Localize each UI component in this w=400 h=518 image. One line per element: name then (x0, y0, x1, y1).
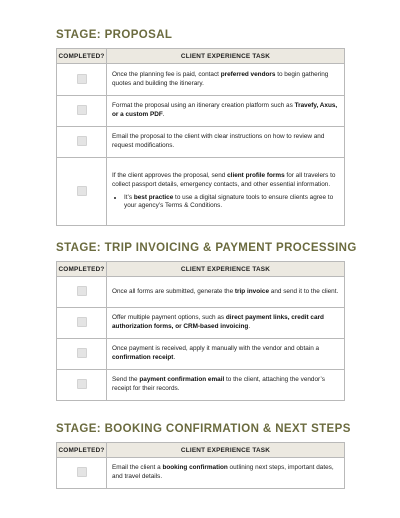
table-row (57, 370, 345, 401)
task-text: Once all forms are submitted, generate the trip invoice and send it to the client. (107, 277, 345, 308)
completed-checkbox[interactable] (77, 105, 87, 115)
completed-checkbox[interactable] (77, 74, 87, 84)
column-header-completed: COMPLETED? (57, 262, 107, 277)
table-row (57, 96, 345, 127)
column-header-completed: COMPLETED? (57, 49, 107, 64)
completed-checkbox[interactable] (77, 379, 87, 389)
section-proposal (56, 29, 345, 226)
section-invoicing (56, 242, 357, 401)
task-text: Send the payment confirmation email to the client, attaching the vendor’s receipt for their records. (107, 370, 345, 401)
task-text: If the client approves the proposal, send client profile forms for all travelers to collect passport details, emergency contacts, and other essential information. • It’s best practice to use a digital signature tools to ensure clients agree to your agency’s Terms & Conditions. (107, 158, 345, 226)
task-table (56, 48, 345, 226)
table-row (57, 458, 345, 489)
task-table (56, 442, 345, 489)
column-header-task: CLIENT EXPERIENCE TASK (107, 443, 345, 458)
table-row (57, 127, 345, 158)
task-table (56, 261, 345, 401)
column-header-task: CLIENT EXPERIENCE TASK (107, 262, 345, 277)
column-header-task: CLIENT EXPERIENCE TASK (107, 49, 345, 64)
table-row (57, 158, 345, 226)
task-text: Email the client a booking confirmation outlining next steps, important dates, and travel details. (107, 458, 345, 489)
table-row (57, 64, 345, 96)
completed-checkbox[interactable] (77, 467, 87, 477)
section-booking-confirmation (56, 423, 351, 489)
stage-title: STAGE: PROPOSAL (56, 29, 173, 41)
completed-checkbox[interactable] (77, 286, 87, 296)
table-row (57, 339, 345, 370)
completed-checkbox[interactable] (77, 186, 87, 196)
task-text: Once payment is received, apply it manually with the vendor and obtain a confirmation receipt. (107, 339, 345, 370)
stage-title: STAGE: BOOKING CONFIRMATION & NEXT STEPS (56, 423, 351, 435)
completed-checkbox[interactable] (77, 348, 87, 358)
stage-title: STAGE: TRIP INVOICING & PAYMENT PROCESSING (56, 242, 357, 254)
task-text: Offer multiple payment options, such as direct payment links, credit card authorization forms, or CRM-based invoicing. (107, 308, 345, 339)
table-row (57, 308, 345, 339)
task-text: Email the proposal to the client with clear instructions on how to review and request modifications. (107, 127, 345, 158)
task-text: Once the planning fee is paid, contact preferred vendors to begin gathering quotes and building the itinerary. (107, 64, 345, 96)
table-row (57, 277, 345, 308)
list-item: • It’s best practice to use a digital signature tools to ensure clients agree to your agency’s Terms & Conditions. (124, 194, 339, 211)
task-text: Format the proposal using an itinerary creation platform such as Travefy, Axus, or a custom PDF. (107, 96, 345, 127)
bullet-list (124, 194, 339, 211)
column-header-completed: COMPLETED? (57, 443, 107, 458)
completed-checkbox[interactable] (77, 317, 87, 327)
completed-checkbox[interactable] (77, 136, 87, 146)
